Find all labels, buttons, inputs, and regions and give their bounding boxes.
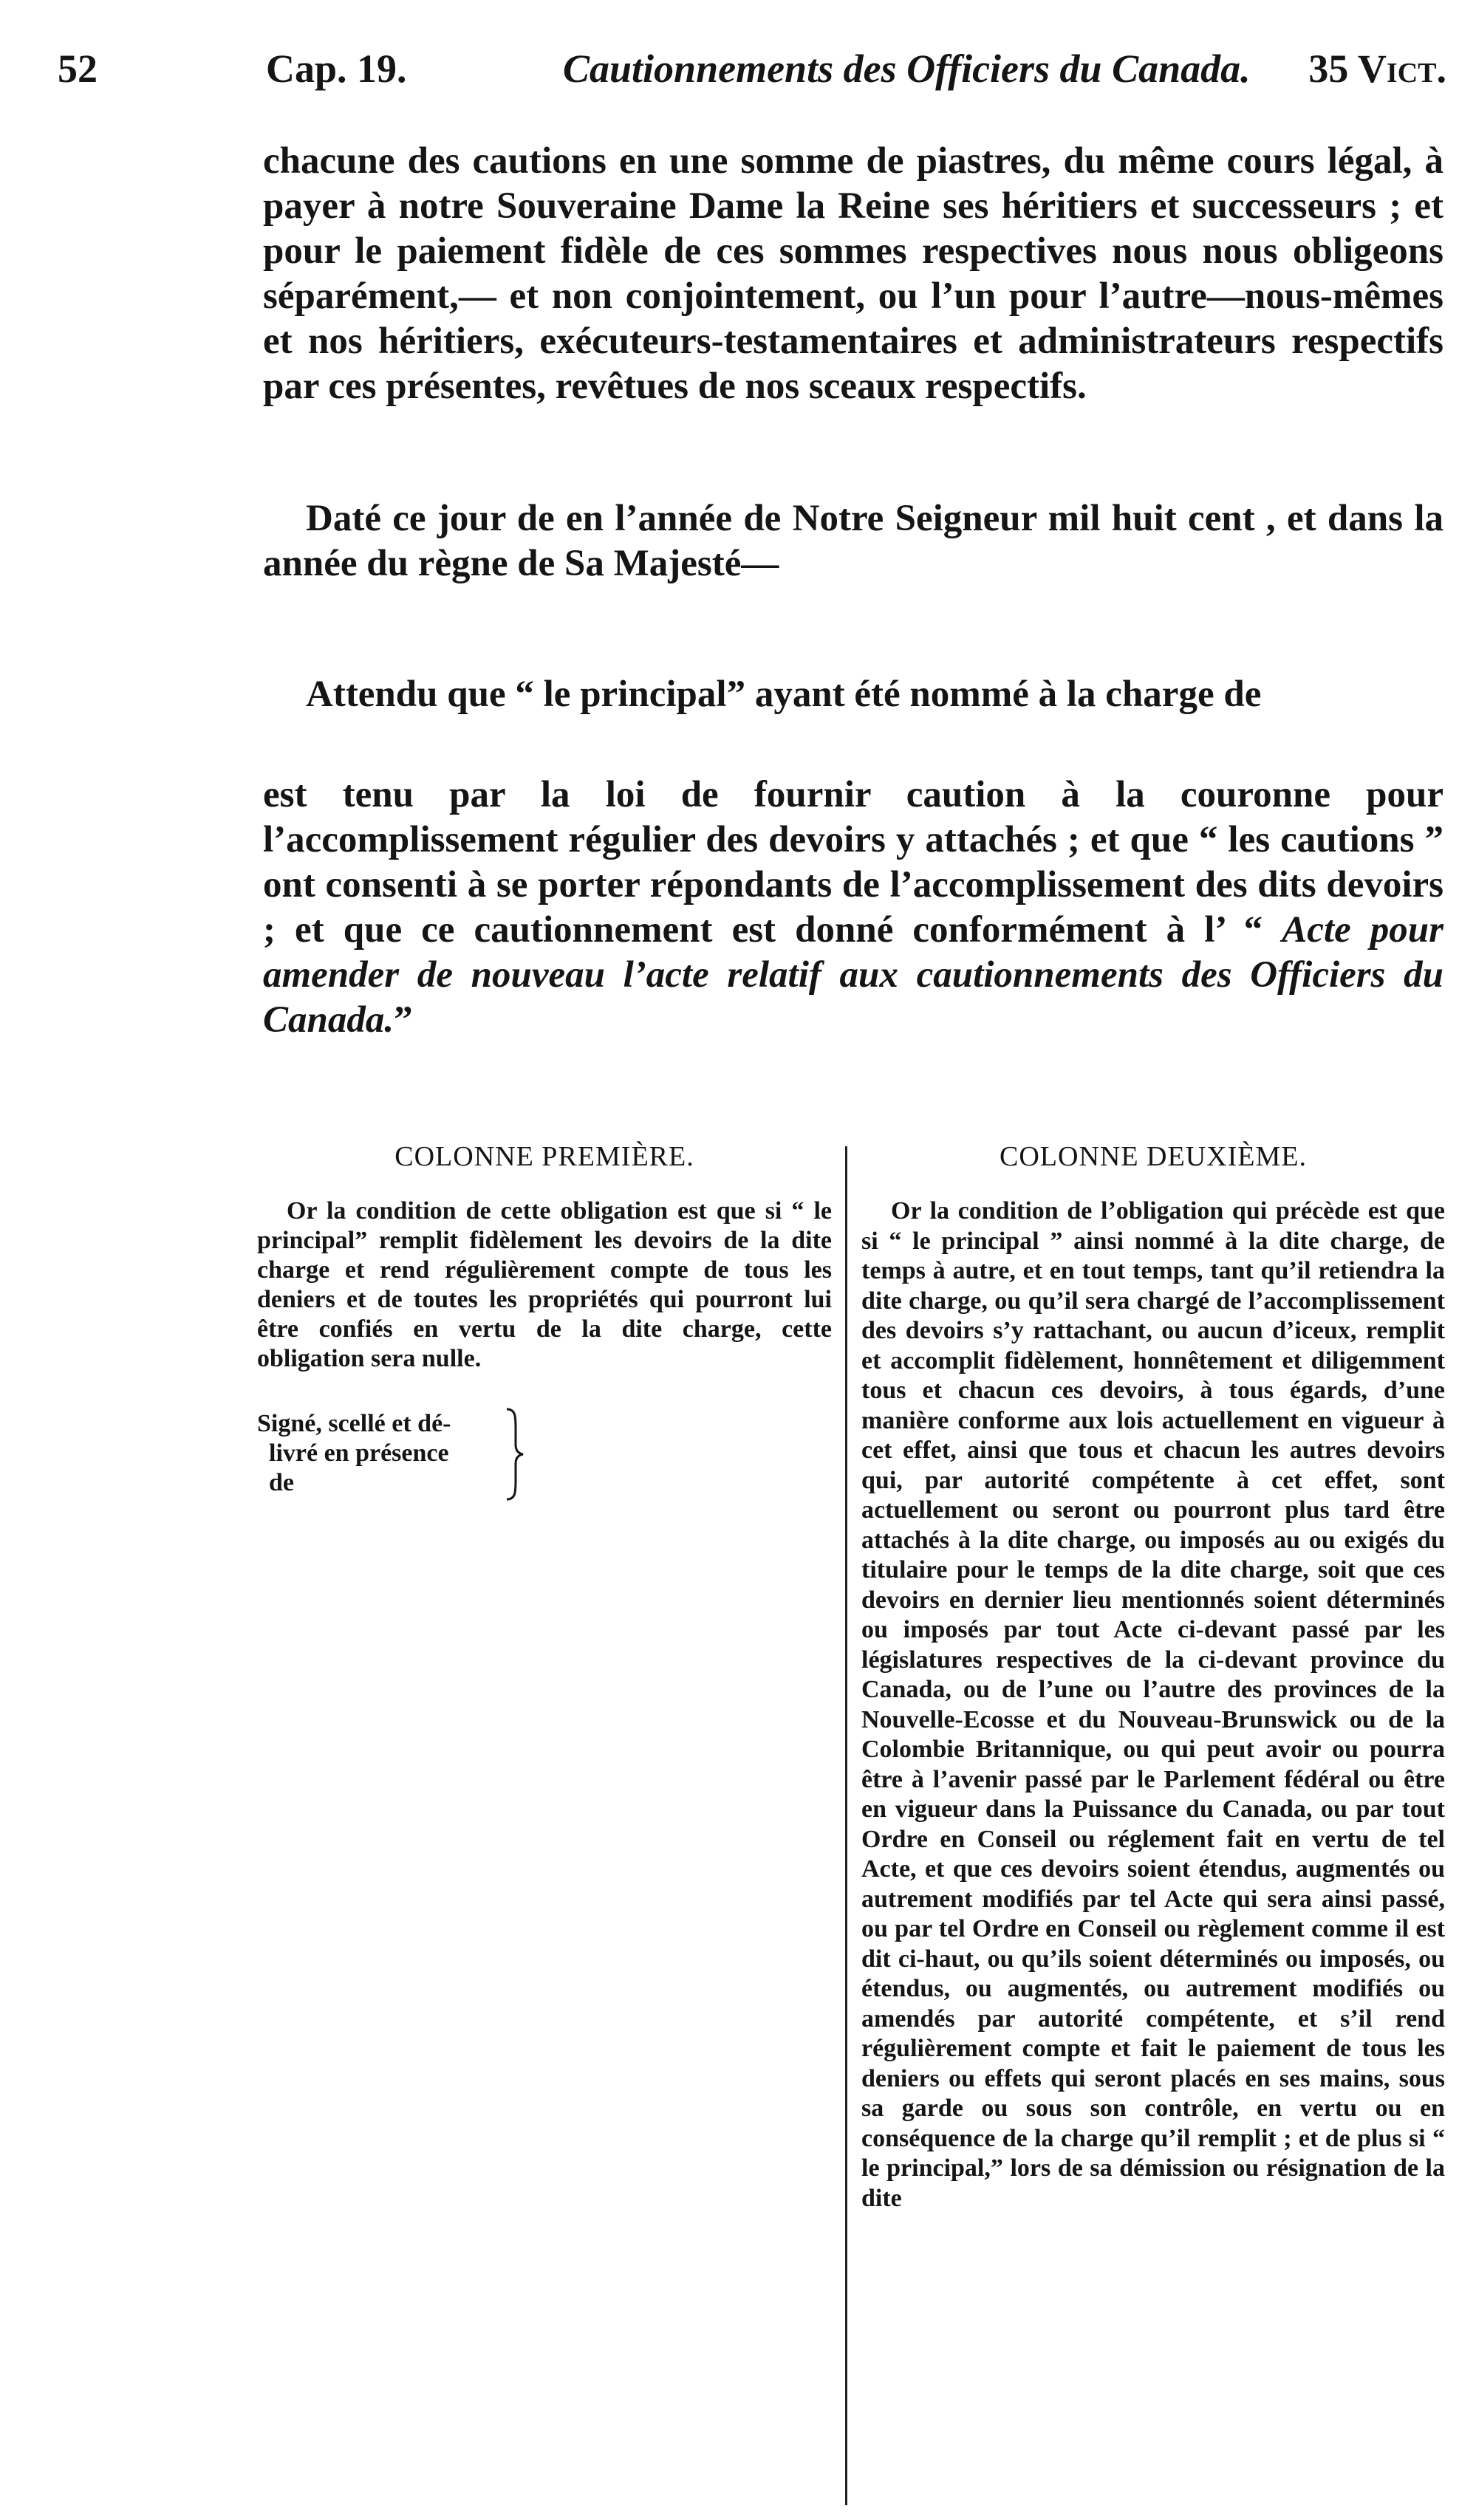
signature-line: livré en présence: [269, 1439, 449, 1467]
act-title: Acte pour amender de nouveau l’acte relatif aux cautionnements des Officiers du Canada.: [263, 909, 1444, 1041]
signature-lines: [257, 1409, 451, 1498]
signature-line: Signé, scellé et dé-: [257, 1410, 451, 1437]
duties-paragraph: [263, 773, 1443, 1043]
column-one-heading: COLONNE PREMIÈRE.: [394, 1141, 694, 1172]
page-number: 52: [58, 47, 98, 91]
chapter-label: Cap. 19.: [266, 47, 407, 91]
column-two: [861, 1142, 1445, 2213]
closing-quote: ”: [394, 999, 413, 1041]
date-paragraph: Daté ce jour de en l’année de Notre Seigneur mil huit cent , et dans la année du règne de Sa Majesté—: [263, 498, 1443, 584]
column-two-text: Or la condition de l’obligation qui précède est que si “ le principal ” ainsi nommé à la dite charge, de temps à autre, et en tout temps, tant qu’il retiendra la dite charge, ou qu’il sera chargé de l’accomplissement des devoirs s’y rattachant, ou aucun d’iceux, remplit et accomplit fidèlement, honnêtement et diligemment tous et chacun ces devoirs, à tous égards, d’une manière conforme aux lois actuellement en vigueur à cet effet, ainsi que tous et chacun les autres devoirs qui, par autorité compétente à cet effet, sont actuellement ou seront ou pourront plus tard être attachés à la dite charge, ou imposés au ou exigés du titulaire pour le temps de la dite charge, soit que ces devoirs en dernier lieu mentionnés soient déterminés ou imposés par tout Acte ci-devant passé par les législatures respectives de la ci-devant province du Canada, ou de l’une ou l’autre des provinces de la Nouvelle-Ecosse et du Nouveau-Brunswick ou de la Colombie Britannique, ou qui peut avoir ou pourra être à l’avenir passé par le Parlement fédéral ou être en vigueur dans la Puissance du Canada, ou par tout Ordre en Conseil ou réglement fait en vertu de tel Acte, et que ces devoirs soient étendus, augmentés ou autrement modifiés par tel Acte qui sera ainsi passé, ou par tel Ordre en Conseil ou règlement comme il est dit ci-haut, ou qu’ils soient déterminés ou imposés, ou étendus, ou augmentés, ou autrement modifiés ou amendés par autorité compétente, et s’il rend régulièrement compte et fait le paiement de tous les deniers ou effets qui seront placés en ses mains, sous sa garde ou sous son contrôle, en vertu ou en conséquence de la charge qu’il remplit ; et de plus si “ le principal,” lors de sa démission ou résignation de la dite: [861, 1197, 1445, 2212]
regnal-year: 35 Vict.: [1308, 47, 1446, 91]
column-divider: [845, 1146, 847, 2505]
signature-block: [257, 1409, 553, 1520]
column-one: [257, 1142, 832, 1520]
whereas-paragraph: Attendu que “ le principal” ayant été nommé à la charge de: [306, 674, 1262, 715]
running-header: [58, 46, 1446, 97]
signature-line: de: [269, 1469, 294, 1496]
running-title: Cautionnements des Officiers du Canada.: [563, 47, 1251, 91]
column-one-text: Or la condition de cette obligation est que si “ le principal” remplit fidèlement les devoirs de la dite charge et rend régulièrement compte de tous les deniers et de toutes les propriétés qui pourront lui être confiés en vertu de la dite charge, cette obligation sera nulle.: [257, 1197, 832, 1372]
duties-text: est tenu par la loi de fournir caution à la couronne pour l’accomplissement régulier des devoirs y attachés ; et que “ les cautions ” ont consenti à se porter répondants de l’accomplissement des dits devoirs ; et que ce cautionnement est donné conformément à l’ “: [263, 774, 1443, 951]
bond-paragraph-1: chacune des cautions en une somme de piastres, du même cours légal, à payer à notre Souveraine Dame la Reine ses héritiers et successeurs ; et pour le paiement fidèle de ces sommes respectives nous nous obligeons séparément,— et non conjointement, ou l’un pour l’autre—nous-mêmes et nos héritiers, exécuteurs-testamentaires et administrateurs respectifs par ces présentes, revêtues de nos sceaux respectifs.: [263, 140, 1443, 407]
column-two-heading: COLONNE DEUXIÈME.: [1000, 1141, 1307, 1172]
right-brace-icon: [504, 1406, 526, 1502]
